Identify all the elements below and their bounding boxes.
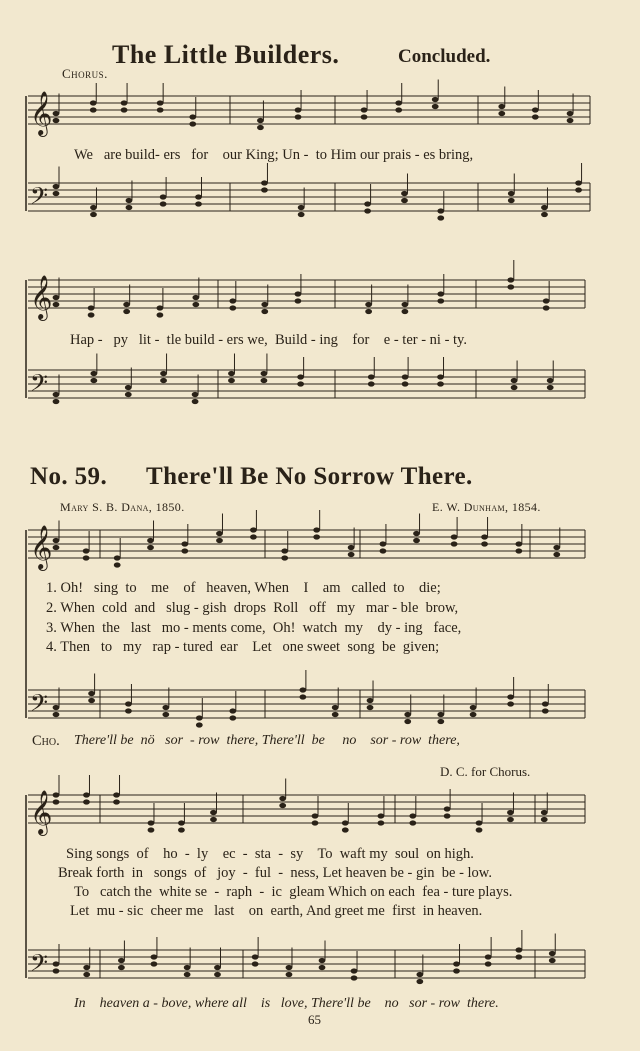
svg-text:𝄢: 𝄢 — [30, 689, 49, 722]
svg-text:𝄞: 𝄞 — [30, 275, 53, 319]
lyricist-credit: Mary S. B. Dana, 1850. — [60, 500, 185, 514]
verse-line-4b: Let mu - sic cheer me last on earth, And greet me first in heaven. — [70, 903, 483, 919]
svg-text:𝄢: 𝄢 — [30, 369, 49, 402]
chorus-a-label: Cho. — [32, 733, 60, 749]
svg-text:𝄢: 𝄢 — [30, 949, 49, 982]
svg-text:𝄢: 𝄢 — [30, 182, 49, 215]
chorus-a-line: There'll be nö sor - row there, There'll be no sor - row there, — [74, 733, 460, 748]
song-number: No. 59. — [30, 463, 108, 490]
verse-line-2b: Break forth in songs of joy - ful - ness, Let heaven be - gin be - low. — [58, 865, 492, 881]
dc-instruction: D. C. for Chorus. — [440, 764, 531, 779]
verse-line-3b: To catch the white se - raph - ic gleam Which on each fea - ture plays. — [74, 884, 513, 900]
svg-text:𝄞: 𝄞 — [30, 525, 53, 569]
composer-credit: E. W. Dunham, 1854. — [432, 500, 541, 514]
song-title: There'll Be No Sorrow There. — [146, 463, 473, 490]
page-title: The Little Builders. — [112, 40, 340, 69]
song1-lyric-line-1: We are build- ers for our King; Un - to Him our prais - es bring, — [74, 147, 474, 163]
page-subtitle: Concluded. — [398, 46, 491, 67]
page-number: 65 — [308, 1012, 321, 1027]
verse-line-4a: 4. Then to my rap - tured ear Let one sweet song be given; — [46, 639, 440, 655]
verse-line-1a: 1. Oh! sing to me of heaven, When I am called to die; — [46, 580, 441, 596]
verse-line-1b: Sing songs of ho - ly ec - sta - sy To waft my soul on high. — [66, 846, 474, 862]
verse-line-2a: 2. When cold and slug - gish drops Roll off my mar - ble brow, — [46, 600, 459, 616]
song1-lyric-line-2: Hap - py lit - tle build - ers we, Build - ing for e - ter - ni - ty. — [70, 332, 467, 348]
verse-line-3a: 3. When the last mo - ments come, Oh! watch my dy - ing face, — [46, 620, 462, 636]
svg-text:𝄞: 𝄞 — [30, 91, 53, 135]
svg-text:𝄞: 𝄞 — [30, 790, 53, 834]
chorus-b-line: In heaven a - bove, where all is love, There'll be no sor - row there. — [74, 996, 499, 1011]
chorus-label: Chorus. — [62, 66, 108, 81]
